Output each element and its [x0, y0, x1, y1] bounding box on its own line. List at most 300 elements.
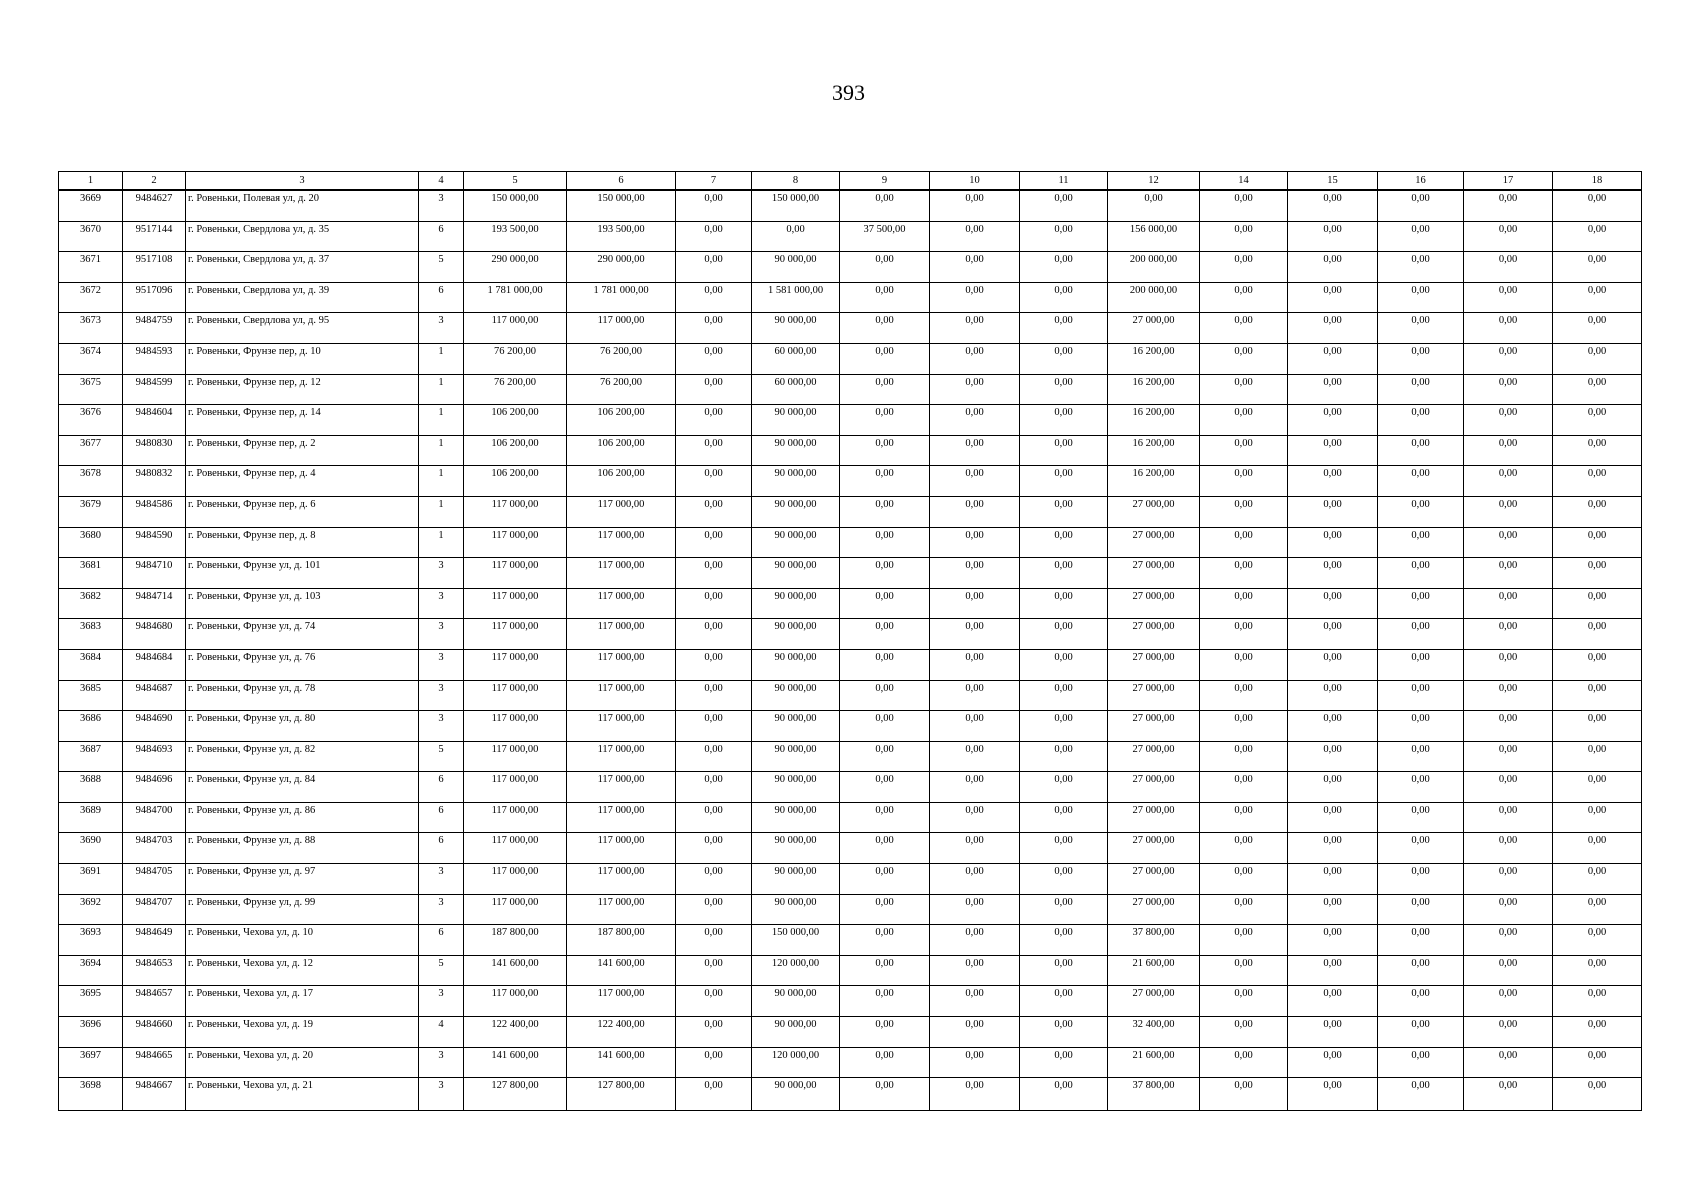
- table-cell: 3698: [59, 1078, 123, 1111]
- table-cell: 90 000,00: [752, 1078, 840, 1111]
- table-cell: 0,00: [676, 619, 752, 650]
- table-cell: 0,00: [1200, 711, 1288, 742]
- table-cell: 0,00: [840, 1017, 930, 1048]
- table-cell: 27 000,00: [1108, 772, 1200, 803]
- table-cell: 1: [419, 343, 464, 374]
- address-cell: г. Ровеньки, Полевая ул, д. 20: [186, 190, 419, 221]
- table-cell: 0,00: [840, 374, 930, 405]
- table-cell: 0,00: [1553, 496, 1642, 527]
- table-cell: 0,00: [1288, 802, 1378, 833]
- table-cell: 0,00: [1288, 1078, 1378, 1111]
- address-cell: г. Ровеньки, Фрунзе ул, д. 80: [186, 711, 419, 742]
- table-cell: 0,00: [1553, 252, 1642, 283]
- table-cell: 0,00: [930, 741, 1020, 772]
- table-cell: 200 000,00: [1108, 282, 1200, 313]
- table-cell: 1: [419, 405, 464, 436]
- table-cell: 0,00: [1378, 466, 1464, 497]
- table-cell: 0,00: [1020, 282, 1108, 313]
- table-cell: 0,00: [1553, 558, 1642, 589]
- table-cell: 117 000,00: [464, 619, 567, 650]
- table-cell: 27 000,00: [1108, 802, 1200, 833]
- table-cell: 0,00: [1020, 313, 1108, 344]
- table-cell: 27 000,00: [1108, 649, 1200, 680]
- table-row: [59, 711, 1642, 742]
- table-cell: 0,00: [1200, 772, 1288, 803]
- table-cell: 0,00: [1288, 405, 1378, 436]
- table-cell: 0,00: [1378, 405, 1464, 436]
- table-row: [59, 282, 1642, 313]
- table-cell: 3: [419, 649, 464, 680]
- table-cell: 0,00: [1378, 955, 1464, 986]
- table-cell: 21 600,00: [1108, 955, 1200, 986]
- table-cell: 90 000,00: [752, 435, 840, 466]
- table-cell: 0,00: [1200, 374, 1288, 405]
- column-header: 10: [930, 172, 1020, 191]
- table-cell: 117 000,00: [464, 313, 567, 344]
- table-cell: 9484700: [123, 802, 186, 833]
- table-cell: 0,00: [1464, 435, 1553, 466]
- table-cell: 0,00: [1464, 588, 1553, 619]
- table-cell: 0,00: [676, 190, 752, 221]
- table-row: [59, 864, 1642, 895]
- table-cell: 0,00: [840, 466, 930, 497]
- table-cell: 9484710: [123, 558, 186, 589]
- table-cell: 3695: [59, 986, 123, 1017]
- table-cell: 106 200,00: [464, 466, 567, 497]
- table-cell: 37 800,00: [1108, 1078, 1200, 1111]
- table-cell: 117 000,00: [567, 313, 676, 344]
- table-row: [59, 802, 1642, 833]
- table-row: [59, 772, 1642, 803]
- table-cell: 0,00: [1200, 221, 1288, 252]
- table-cell: 0,00: [930, 894, 1020, 925]
- table-cell: 9484759: [123, 313, 186, 344]
- table-cell: 0,00: [1200, 1017, 1288, 1048]
- table-cell: 0,00: [1288, 955, 1378, 986]
- table-cell: 90 000,00: [752, 772, 840, 803]
- address-cell: г. Ровеньки, Фрунзе пер, д. 4: [186, 466, 419, 497]
- table-cell: 0,00: [1288, 741, 1378, 772]
- table-cell: 0,00: [840, 925, 930, 956]
- table-cell: 27 000,00: [1108, 558, 1200, 589]
- table-row: [59, 894, 1642, 925]
- table-cell: 200 000,00: [1108, 252, 1200, 283]
- table-cell: 37 800,00: [1108, 925, 1200, 956]
- table-cell: 9484665: [123, 1047, 186, 1078]
- table-cell: 117 000,00: [464, 711, 567, 742]
- table-cell: 0,00: [1378, 1017, 1464, 1048]
- table-cell: 0,00: [1020, 527, 1108, 558]
- table-cell: 3: [419, 986, 464, 1017]
- column-header: 4: [419, 172, 464, 191]
- column-header: 6: [567, 172, 676, 191]
- table-cell: 9484657: [123, 986, 186, 1017]
- address-cell: г. Ровеньки, Свердлова ул, д. 39: [186, 282, 419, 313]
- table-cell: 1: [419, 466, 464, 497]
- table-cell: 117 000,00: [464, 802, 567, 833]
- table-cell: 0,00: [1553, 1047, 1642, 1078]
- table-cell: 0,00: [1200, 955, 1288, 986]
- table-cell: 0,00: [1200, 496, 1288, 527]
- table-cell: 0,00: [840, 864, 930, 895]
- table-cell: 0,00: [1288, 558, 1378, 589]
- address-cell: г. Ровеньки, Фрунзе ул, д. 97: [186, 864, 419, 895]
- table-cell: 90 000,00: [752, 313, 840, 344]
- table-cell: 0,00: [1553, 864, 1642, 895]
- table-cell: 0,00: [1020, 741, 1108, 772]
- table-cell: 117 000,00: [567, 588, 676, 619]
- table-cell: 0,00: [676, 711, 752, 742]
- address-cell: г. Ровеньки, Чехова ул, д. 20: [186, 1047, 419, 1078]
- table-cell: 0,00: [1288, 496, 1378, 527]
- table-cell: 0,00: [1200, 802, 1288, 833]
- table-cell: 0,00: [930, 1078, 1020, 1111]
- table-cell: 0,00: [1464, 925, 1553, 956]
- table-cell: 0,00: [930, 1047, 1020, 1078]
- table-cell: 0,00: [1200, 649, 1288, 680]
- table-cell: 32 400,00: [1108, 1017, 1200, 1048]
- table-cell: 0,00: [1200, 343, 1288, 374]
- table-cell: 0,00: [1464, 986, 1553, 1017]
- table-cell: 0,00: [1553, 1017, 1642, 1048]
- table-cell: 0,00: [840, 282, 930, 313]
- table-cell: 0,00: [1020, 405, 1108, 436]
- table-cell: 0,00: [840, 527, 930, 558]
- table-cell: 0,00: [676, 374, 752, 405]
- table-cell: 27 000,00: [1108, 711, 1200, 742]
- address-cell: г. Ровеньки, Фрунзе ул, д. 103: [186, 588, 419, 619]
- table-cell: 0,00: [930, 435, 1020, 466]
- table-cell: 127 800,00: [567, 1078, 676, 1111]
- table-cell: 0,00: [676, 1078, 752, 1111]
- table-cell: 117 000,00: [567, 772, 676, 803]
- address-cell: г. Ровеньки, Фрунзе пер, д. 6: [186, 496, 419, 527]
- table-cell: 187 800,00: [464, 925, 567, 956]
- column-header: 15: [1288, 172, 1378, 191]
- table-cell: 5: [419, 741, 464, 772]
- table-cell: 0,00: [676, 588, 752, 619]
- table-cell: 0,00: [1378, 772, 1464, 803]
- table-cell: 3686: [59, 711, 123, 742]
- table-cell: 0,00: [930, 221, 1020, 252]
- table-cell: 3: [419, 1078, 464, 1111]
- table-cell: 3: [419, 588, 464, 619]
- table-cell: 60 000,00: [752, 374, 840, 405]
- table-cell: 0,00: [1020, 496, 1108, 527]
- table-cell: 3690: [59, 833, 123, 864]
- table-row: [59, 466, 1642, 497]
- table-cell: 0,00: [1020, 955, 1108, 986]
- table-cell: 9484627: [123, 190, 186, 221]
- table-cell: 0,00: [1378, 741, 1464, 772]
- table-cell: 9517096: [123, 282, 186, 313]
- table-cell: 117 000,00: [567, 496, 676, 527]
- table-cell: 0,00: [1200, 619, 1288, 650]
- table-cell: 3: [419, 190, 464, 221]
- table-cell: 90 000,00: [752, 680, 840, 711]
- table-cell: 0,00: [1464, 496, 1553, 527]
- table-header: [59, 172, 1642, 191]
- table-cell: 90 000,00: [752, 711, 840, 742]
- table-cell: 0,00: [1464, 466, 1553, 497]
- table-cell: 0,00: [1200, 190, 1288, 221]
- table-cell: 0,00: [1464, 864, 1553, 895]
- table-cell: 27 000,00: [1108, 588, 1200, 619]
- table-cell: 3678: [59, 466, 123, 497]
- table-cell: 1: [419, 496, 464, 527]
- table-cell: 27 000,00: [1108, 680, 1200, 711]
- table-cell: 0,00: [1378, 802, 1464, 833]
- header-row: [59, 172, 1642, 191]
- table-row: [59, 833, 1642, 864]
- table-cell: 0,00: [1553, 894, 1642, 925]
- table-cell: 0,00: [1464, 374, 1553, 405]
- table-cell: 0,00: [1553, 772, 1642, 803]
- table-cell: 0,00: [1020, 1017, 1108, 1048]
- table-cell: 0,00: [1378, 221, 1464, 252]
- table-cell: 117 000,00: [464, 772, 567, 803]
- table-cell: 0,00: [1378, 1047, 1464, 1078]
- table-cell: 0,00: [1464, 313, 1553, 344]
- table-cell: 9484653: [123, 955, 186, 986]
- table-cell: 16 200,00: [1108, 466, 1200, 497]
- table-cell: 0,00: [1200, 925, 1288, 956]
- table-cell: 0,00: [840, 711, 930, 742]
- table-cell: 0,00: [676, 955, 752, 986]
- table-cell: 0,00: [840, 833, 930, 864]
- table-cell: 0,00: [1464, 1017, 1553, 1048]
- address-cell: г. Ровеньки, Чехова ул, д. 17: [186, 986, 419, 1017]
- table-cell: 0,00: [1378, 588, 1464, 619]
- table-cell: 0,00: [676, 741, 752, 772]
- table-cell: 0,00: [1553, 711, 1642, 742]
- table-cell: 0,00: [1553, 282, 1642, 313]
- column-header: 9: [840, 172, 930, 191]
- table-cell: 0,00: [840, 435, 930, 466]
- table-cell: 0,00: [840, 496, 930, 527]
- table-cell: 0,00: [1108, 190, 1200, 221]
- table-cell: 0,00: [1288, 680, 1378, 711]
- table-cell: 9484690: [123, 711, 186, 742]
- table-cell: 0,00: [1288, 282, 1378, 313]
- table-cell: 0,00: [1288, 864, 1378, 895]
- table-cell: 0,00: [676, 1017, 752, 1048]
- table-cell: 0,00: [1378, 649, 1464, 680]
- table-cell: 5: [419, 955, 464, 986]
- table-cell: 117 000,00: [464, 527, 567, 558]
- table-cell: 37 500,00: [840, 221, 930, 252]
- table-cell: 0,00: [1553, 313, 1642, 344]
- table-cell: 156 000,00: [1108, 221, 1200, 252]
- address-cell: г. Ровеньки, Фрунзе ул, д. 86: [186, 802, 419, 833]
- table-cell: 0,00: [840, 1047, 930, 1078]
- table-cell: 0,00: [1378, 1078, 1464, 1111]
- table-cell: 9484687: [123, 680, 186, 711]
- table-cell: 3694: [59, 955, 123, 986]
- table-cell: 0,00: [1553, 1078, 1642, 1111]
- table-cell: 3685: [59, 680, 123, 711]
- table-cell: 0,00: [840, 405, 930, 436]
- table-cell: 0,00: [676, 649, 752, 680]
- table-row: [59, 405, 1642, 436]
- table-cell: 0,00: [1200, 1078, 1288, 1111]
- table-cell: 0,00: [1378, 190, 1464, 221]
- table-cell: 193 500,00: [464, 221, 567, 252]
- table-cell: 90 000,00: [752, 619, 840, 650]
- table-row: [59, 1017, 1642, 1048]
- table-cell: 117 000,00: [567, 741, 676, 772]
- table-cell: 3: [419, 864, 464, 895]
- table-cell: 0,00: [1020, 649, 1108, 680]
- table-cell: 90 000,00: [752, 252, 840, 283]
- table-cell: 27 000,00: [1108, 527, 1200, 558]
- table-cell: 0,00: [1464, 680, 1553, 711]
- table-cell: 0,00: [1020, 802, 1108, 833]
- table-cell: 0,00: [1288, 190, 1378, 221]
- table-cell: 0,00: [930, 374, 1020, 405]
- table-cell: 0,00: [1464, 1078, 1553, 1111]
- table-cell: 16 200,00: [1108, 343, 1200, 374]
- table-cell: 3673: [59, 313, 123, 344]
- table-cell: 0,00: [676, 894, 752, 925]
- table-cell: 0,00: [1200, 466, 1288, 497]
- table-cell: 0,00: [1464, 741, 1553, 772]
- table-cell: 3670: [59, 221, 123, 252]
- table-cell: 0,00: [1288, 1047, 1378, 1078]
- table-cell: 0,00: [930, 955, 1020, 986]
- column-header: 1: [59, 172, 123, 191]
- table-cell: 122 400,00: [464, 1017, 567, 1048]
- table-cell: 3674: [59, 343, 123, 374]
- table-cell: 9484593: [123, 343, 186, 374]
- table-cell: 16 200,00: [1108, 374, 1200, 405]
- table-cell: 3672: [59, 282, 123, 313]
- table-cell: 117 000,00: [464, 680, 567, 711]
- table-cell: 117 000,00: [464, 833, 567, 864]
- table-cell: 122 400,00: [567, 1017, 676, 1048]
- table-cell: 117 000,00: [567, 986, 676, 1017]
- table-cell: 0,00: [676, 986, 752, 1017]
- table-cell: 0,00: [1020, 619, 1108, 650]
- table-cell: 0,00: [1200, 1047, 1288, 1078]
- address-cell: г. Ровеньки, Фрунзе пер, д. 14: [186, 405, 419, 436]
- table-cell: 0,00: [1288, 343, 1378, 374]
- table-cell: 9484703: [123, 833, 186, 864]
- address-cell: г. Ровеньки, Свердлова ул, д. 95: [186, 313, 419, 344]
- table-cell: 3: [419, 313, 464, 344]
- table-cell: 0,00: [676, 252, 752, 283]
- table-cell: 3681: [59, 558, 123, 589]
- table-cell: 0,00: [1464, 190, 1553, 221]
- table-cell: 0,00: [1020, 221, 1108, 252]
- table-cell: 3689: [59, 802, 123, 833]
- table-cell: 0,00: [1020, 374, 1108, 405]
- table-cell: 3680: [59, 527, 123, 558]
- table-body: [59, 190, 1642, 1111]
- table-cell: 1 781 000,00: [567, 282, 676, 313]
- table-cell: 0,00: [1288, 925, 1378, 956]
- address-cell: г. Ровеньки, Фрунзе пер, д. 10: [186, 343, 419, 374]
- table-cell: 0,00: [1020, 986, 1108, 1017]
- table-cell: 0,00: [1288, 894, 1378, 925]
- column-header: 7: [676, 172, 752, 191]
- column-header: 8: [752, 172, 840, 191]
- table-cell: 76 200,00: [567, 374, 676, 405]
- table-cell: 290 000,00: [567, 252, 676, 283]
- table-cell: 0,00: [676, 680, 752, 711]
- table-cell: 0,00: [840, 802, 930, 833]
- table-cell: 0,00: [930, 680, 1020, 711]
- table-cell: 0,00: [930, 405, 1020, 436]
- table-cell: 117 000,00: [567, 711, 676, 742]
- table-cell: 0,00: [1464, 405, 1553, 436]
- table-cell: 0,00: [676, 864, 752, 895]
- table-cell: 0,00: [1378, 435, 1464, 466]
- table-cell: 141 600,00: [464, 1047, 567, 1078]
- column-header: 16: [1378, 172, 1464, 191]
- table-cell: 76 200,00: [567, 343, 676, 374]
- table-cell: 3671: [59, 252, 123, 283]
- address-cell: г. Ровеньки, Фрунзе пер, д. 8: [186, 527, 419, 558]
- table-cell: 0,00: [840, 343, 930, 374]
- address-cell: г. Ровеньки, Свердлова ул, д. 37: [186, 252, 419, 283]
- table-cell: 0,00: [840, 558, 930, 589]
- table-cell: 0,00: [1553, 619, 1642, 650]
- table-cell: 16 200,00: [1108, 435, 1200, 466]
- table-cell: 3696: [59, 1017, 123, 1048]
- table-cell: 0,00: [1200, 588, 1288, 619]
- table-cell: 90 000,00: [752, 527, 840, 558]
- table-cell: 117 000,00: [464, 588, 567, 619]
- table-cell: 193 500,00: [567, 221, 676, 252]
- table-cell: 27 000,00: [1108, 496, 1200, 527]
- table-cell: 9484667: [123, 1078, 186, 1111]
- column-header: 18: [1553, 172, 1642, 191]
- table-cell: 0,00: [1553, 343, 1642, 374]
- table-row: [59, 252, 1642, 283]
- table-cell: 0,00: [1378, 527, 1464, 558]
- table-cell: 27 000,00: [1108, 894, 1200, 925]
- table-cell: 120 000,00: [752, 955, 840, 986]
- address-cell: г. Ровеньки, Фрунзе ул, д. 82: [186, 741, 419, 772]
- table-cell: 0,00: [676, 833, 752, 864]
- table-cell: 0,00: [1553, 435, 1642, 466]
- table-cell: 0,00: [840, 313, 930, 344]
- table-cell: 0,00: [1378, 496, 1464, 527]
- table-cell: 0,00: [1553, 527, 1642, 558]
- table-cell: 0,00: [1378, 252, 1464, 283]
- table-cell: 0,00: [1378, 833, 1464, 864]
- table-cell: 0,00: [930, 619, 1020, 650]
- table-cell: 0,00: [1553, 190, 1642, 221]
- table-cell: 0,00: [676, 1047, 752, 1078]
- table-cell: 0,00: [1020, 435, 1108, 466]
- table-cell: 0,00: [930, 833, 1020, 864]
- table-cell: 117 000,00: [464, 894, 567, 925]
- table-cell: 16 200,00: [1108, 405, 1200, 436]
- table-cell: 0,00: [676, 802, 752, 833]
- table-cell: 0,00: [676, 221, 752, 252]
- table-cell: 3: [419, 558, 464, 589]
- table-cell: 9484714: [123, 588, 186, 619]
- table-cell: 0,00: [840, 894, 930, 925]
- table-cell: 27 000,00: [1108, 741, 1200, 772]
- table-cell: 9517108: [123, 252, 186, 283]
- table-cell: 0,00: [840, 190, 930, 221]
- table-cell: 0,00: [1464, 802, 1553, 833]
- table-cell: 0,00: [1464, 527, 1553, 558]
- table-cell: 0,00: [1378, 711, 1464, 742]
